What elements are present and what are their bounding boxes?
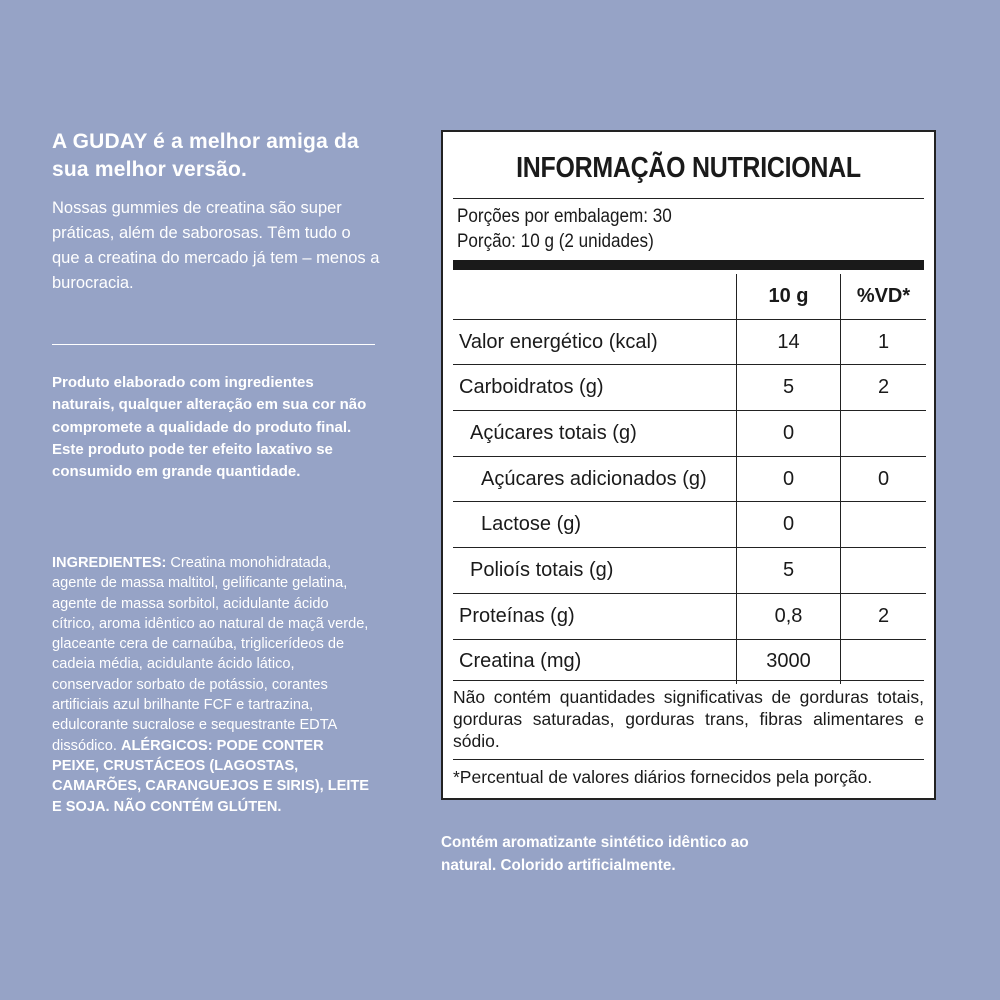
nutrient-label — [453, 319, 737, 365]
headline: A GUDAY é a melhor amiga da sua melhor versão. — [52, 130, 359, 181]
nutrient-name: Valor energético (kcal) — [459, 330, 658, 353]
nutrient-amount: 0 — [737, 502, 841, 548]
nutrient-name: Lactose (g) — [481, 513, 582, 536]
footnote-insignificant: Não contém quantidades significativas de gorduras totais, gorduras saturadas, gorduras trans, fibras alimentares e sódio. — [453, 687, 924, 751]
product-notes — [52, 372, 372, 483]
footnote-dv: *Percentual de valores diários fornecidos pela porção. — [453, 767, 873, 787]
nutrient-daily-value — [841, 548, 927, 594]
ingredients-label: INGREDIENTES: — [52, 555, 167, 571]
table-row — [453, 502, 926, 548]
divider — [52, 344, 375, 345]
nutrient-name: Carboidratos (g) — [459, 376, 604, 399]
nutrient-name: Proteínas (g) — [459, 604, 575, 627]
nutrient-amount: 0,8 — [737, 593, 841, 639]
title-rule — [453, 198, 924, 199]
nutrient-label — [453, 548, 737, 594]
note-laxative-effect: Este produto pode ter efeito laxativo se consumido em grande quantidade. — [52, 440, 333, 481]
nutrient-label — [453, 456, 737, 502]
nutrient-amount: 0 — [737, 456, 841, 502]
nutrient-amount: 3000 — [737, 639, 841, 684]
table-row — [453, 456, 926, 502]
portion-size: Porção: 10 g (2 unidades) — [457, 231, 654, 252]
ingredients-text — [52, 553, 372, 817]
nutrient-amount: 0 — [737, 411, 841, 457]
nutrient-label — [453, 639, 737, 684]
nutrient-daily-value: 1 — [841, 319, 927, 365]
nutrient-name: Açúcares adicionados (g) — [481, 467, 707, 490]
nutrient-daily-value — [841, 502, 927, 548]
table-row — [453, 548, 926, 594]
allergens-warning: ALÉRGICOS: PODE CONTER PEIXE, CRUSTÁCEOS (LAGOSTAS, CAMARÕES, CARANGUEJOS E SIRIS), LEITE E SOJA. NÃO CONTÉM GLÚTEN. — [52, 737, 370, 815]
nutrient-daily-value: 0 — [841, 456, 927, 502]
nutrient-label — [453, 502, 737, 548]
table-row — [453, 365, 926, 411]
servings-per-package: Porções por embalagem: 30 — [457, 206, 672, 227]
header-blank — [453, 274, 737, 319]
panel-title: INFORMAÇÃO NUTRICIONAL — [516, 152, 861, 184]
nutrient-name: Açúcares totais (g) — [470, 421, 637, 444]
nutrient-amount: 5 — [737, 365, 841, 411]
nutrient-label — [453, 593, 737, 639]
nutrient-label — [453, 411, 737, 457]
header-daily-value: %VD* — [856, 284, 911, 307]
footnote-rule — [453, 759, 924, 760]
nutrient-name: Polioís totais (g) — [470, 558, 614, 581]
intro-text: Nossas gummies de creatina são super práticas, além de saborosas. Têm tudo o que a creatina do mercado já tem – menos a burocracia. — [52, 199, 380, 292]
nutrient-daily-value: 2 — [841, 593, 927, 639]
nutrient-label — [453, 365, 737, 411]
nutrition-table — [453, 274, 926, 684]
nutrient-amount: 5 — [737, 548, 841, 594]
note-natural-ingredients: Produto elaborado com ingredientes naturais, qualquer alteração em sua cor não compromete a qualidade do produto final. — [52, 374, 367, 436]
thick-rule — [453, 260, 924, 270]
nutrient-amount: 14 — [737, 319, 841, 365]
table-header-row — [453, 274, 926, 319]
nutrient-daily-value: 2 — [841, 365, 927, 411]
brand-copy — [52, 128, 382, 296]
table-row — [453, 639, 926, 684]
table-row — [453, 411, 926, 457]
table-row — [453, 319, 926, 365]
flavor-color-note: Contém aromatizante sintético idêntico ao natural. Colorido artificialmente. — [441, 834, 749, 874]
nutrient-daily-value — [841, 639, 927, 684]
ingredients-list: Creatina monohidratada, agente de massa maltitol, gelificante gelatina, agente de massa sorbitol, acidulante ácido cítrico, aroma idêntico ao natural de maçã verde, glaceante cera de carnaúba, triglicerídeos de cadeia média, acidulante ácido lático, conservador sorbato de potássio, corantes artificiais azul brilhante FCF e tartrazina, edulcorante sucralose e sequestrante EDTA dissódico. — [52, 555, 369, 754]
table-bottom-rule — [453, 680, 924, 681]
header-amount: 10 g — [737, 274, 841, 319]
nutrition-facts-panel — [441, 130, 936, 800]
table-row — [453, 593, 926, 639]
nutrient-name: Creatina (mg) — [459, 650, 582, 673]
nutrient-daily-value — [841, 411, 927, 457]
